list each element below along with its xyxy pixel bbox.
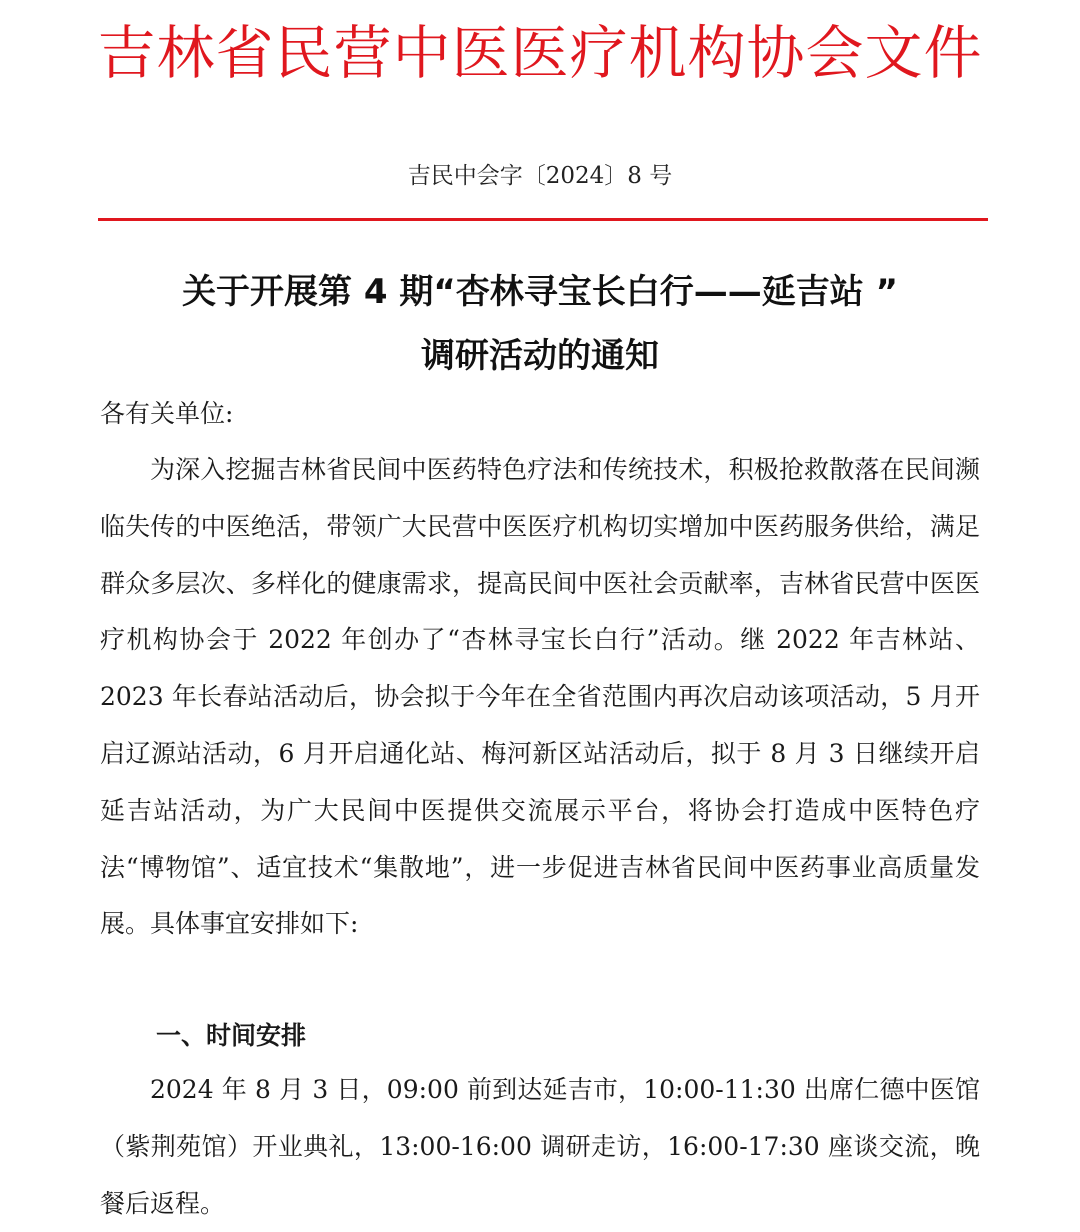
salutation: 各有关单位:	[100, 399, 234, 428]
section-heading-schedule: 一、时间安排	[156, 1021, 307, 1050]
document-number: 吉民中会字〔2024〕8 号	[407, 163, 673, 189]
body-paragraph-intro: 为深入挖掘吉林省民间中医药特色疗法和传统技术，积极抢救散落在民间濒临失传的中医绝活，带领广大民营中医医疗机构切实增加中医药服务供给，满足群众多层次、多样化的健康需求，提高民间中医社会贡献率，吉林省民营中医医疗机构协会于 2022 年创办了“杏林寻宝长白行”活动。继 2022 年吉林站、2023 年长春站活动后，协会拟于今年在全省范围内再次启动该项活动，5 月开启辽源站活动，6 月开启通化站、梅河新区站活动后，拟于 8 月 3 日继续开启延吉站活动，为广大民间中医提供交流展示平台，将协会打造成中医特色疗法“博物馆”、适宜技术“集散地”，进一步促进吉林省民间中医药事业高质量发展。具体事宜安排如下:	[100, 455, 980, 939]
notice-title-line-1: 关于开展第 4 期“杏林寻宝长白行——延吉站 ”	[182, 272, 898, 312]
body-paragraph-schedule: 2024 年 8 月 3 日，09:00 前到达延吉市，10:00-11:30 出席仁德中医馆（紫荆苑馆）开业典礼，13:00-16:00 调研走访，16:00-17:30 座谈交流，晚餐后返程。	[100, 1075, 980, 1218]
notice-title-line-2: 调研活动的通知	[421, 336, 659, 376]
header-divider	[98, 218, 988, 221]
document-header-title: 吉林省民营中医医疗机构协会文件	[97, 19, 983, 87]
